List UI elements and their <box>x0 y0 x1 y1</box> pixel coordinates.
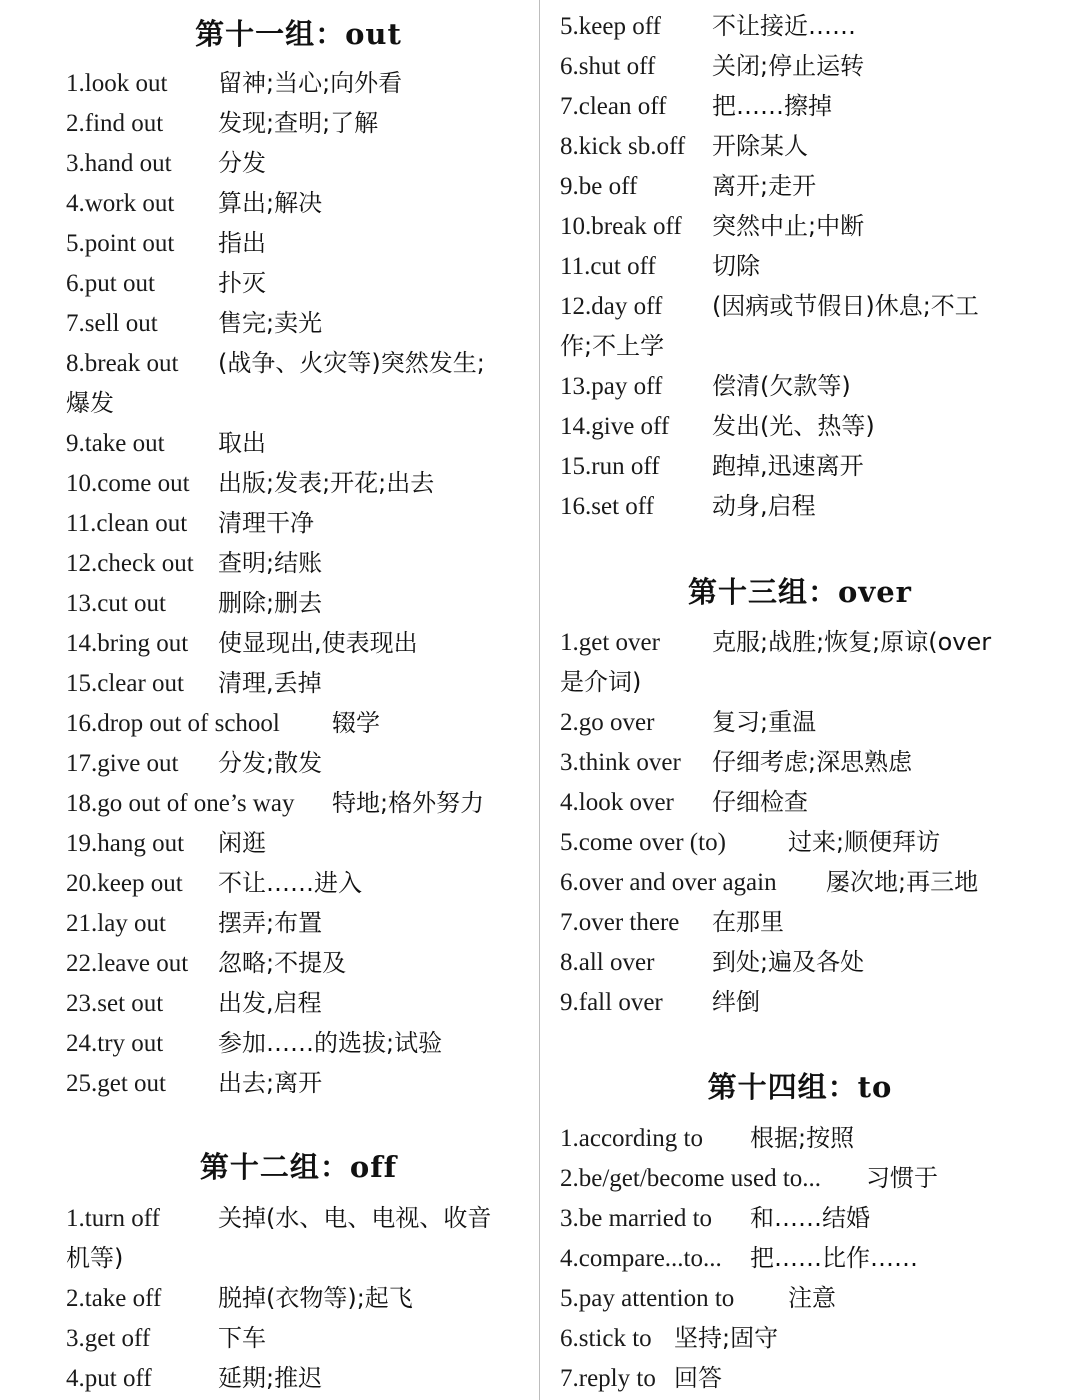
group11-heading <box>66 14 531 54</box>
phrase-english: 22.leave out <box>66 950 189 977</box>
phrase-meaning: 关掉(水、电、电视、收音 <box>218 1204 492 1232</box>
phrase-entry <box>66 1358 531 1399</box>
phrase-entry <box>66 983 531 1024</box>
phrase-meaning: 到处;遍及各处 <box>712 948 865 976</box>
phrase-english: 6.shut off <box>560 53 656 80</box>
phrase-entry <box>66 543 531 584</box>
phrase-entry <box>66 1318 531 1359</box>
phrase-meaning-continued: 爆发 <box>66 389 114 417</box>
phrase-meaning: 下车 <box>218 1324 266 1352</box>
phrase-entry <box>560 206 1040 247</box>
phrase-entry <box>560 6 1040 47</box>
phrase-entry <box>66 1278 531 1319</box>
phrase-meaning: 开除某人 <box>712 132 808 160</box>
phrase-english: 7.over there <box>560 909 680 936</box>
phrase-english: 25.get out <box>66 1070 166 1097</box>
phrase-meaning: 回答 <box>674 1364 722 1392</box>
group-title: 第十四组： <box>707 1070 858 1104</box>
phrase-meaning: 发出(光、热等) <box>712 412 875 440</box>
phrase-entry <box>560 86 1040 127</box>
phrase-meaning: 过来;顺便拜访 <box>788 828 941 856</box>
group-title: 第十三组： <box>688 575 839 609</box>
phrase-entry <box>66 703 531 744</box>
phrase-entry <box>66 1063 531 1104</box>
phrase-english: 8.break out <box>66 350 179 377</box>
phrase-english: 19.hang out <box>66 830 185 857</box>
phrase-english: 6.put out <box>66 270 155 297</box>
phrase-entry <box>66 63 531 104</box>
phrase-entry <box>560 1158 1040 1199</box>
phrase-entry <box>560 902 1040 943</box>
phrase-meaning: 屡次地;再三地 <box>826 868 979 896</box>
group12-heading <box>66 1147 531 1187</box>
phrase-english: 24.try out <box>66 1030 164 1057</box>
phrase-entry <box>66 263 531 304</box>
phrase-entry <box>560 1238 1040 1279</box>
phrase-english: 11.clean out <box>66 510 188 537</box>
phrase-english: 2.go over <box>560 709 655 736</box>
phrase-entry <box>66 463 531 504</box>
phrase-entry <box>560 942 1040 983</box>
phrase-meaning: 不让接近…… <box>712 12 856 40</box>
phrase-meaning: 关闭;停止运转 <box>712 52 865 80</box>
phrase-english: 3.hand out <box>66 150 172 177</box>
phrase-meaning-continued: 作;不上学 <box>560 332 665 360</box>
phrase-meaning: 闲逛 <box>218 829 266 857</box>
phrase-meaning: 不让……进入 <box>218 869 362 897</box>
phrase-meaning: 扑灭 <box>218 269 266 297</box>
phrase-english: 21.lay out <box>66 910 166 937</box>
phrase-english: 8.kick sb.off <box>560 133 686 160</box>
phrase-entry <box>560 782 1040 823</box>
group-title-word: off <box>349 1150 398 1184</box>
phrase-meaning: 出去;离开 <box>218 1069 323 1097</box>
phrase-meaning-continued: 机等) <box>66 1244 124 1272</box>
phrase-meaning: (战争、火灾等)突然发生; <box>218 349 485 377</box>
phrase-english: 8.all over <box>560 949 655 976</box>
phrase-entry <box>66 743 531 784</box>
phrase-meaning: 切除 <box>712 252 760 280</box>
phrase-meaning: 动身,启程 <box>712 492 816 520</box>
phrase-meaning: 偿清(欠款等) <box>712 372 851 400</box>
phrase-meaning: 分发 <box>218 149 266 177</box>
phrase-entry <box>560 446 1040 487</box>
phrase-entry <box>66 623 531 664</box>
phrase-entry <box>560 366 1040 407</box>
phrase-english: 7.reply to <box>560 1365 656 1392</box>
phrase-meaning: 离开;走开 <box>712 172 817 200</box>
phrase-meaning: 参加……的选拔;试验 <box>218 1029 443 1057</box>
phrase-meaning: 习惯于 <box>866 1164 938 1192</box>
phrase-meaning: 注意 <box>788 1284 836 1312</box>
phrase-entry <box>560 702 1040 743</box>
phrase-entry <box>66 863 531 904</box>
phrase-entry <box>560 1278 1040 1319</box>
phrase-entry <box>66 1023 531 1064</box>
phrase-meaning: 根据;按照 <box>750 1124 855 1152</box>
phrase-english: 3.get off <box>66 1325 151 1352</box>
phrase-entry <box>66 663 531 704</box>
phrase-english: 16.drop out of school <box>66 710 280 737</box>
phrase-entry <box>66 343 531 417</box>
phrase-meaning: 克服;战胜;恢复;原谅(over <box>712 628 992 656</box>
phrase-entry <box>560 486 1040 527</box>
group-title: 第十二组： <box>199 1150 350 1184</box>
phrase-english: 5.point out <box>66 230 175 257</box>
phrase-english: 9.fall over <box>560 989 663 1016</box>
phrase-english: 4.put off <box>66 1365 152 1392</box>
group-title-word: to <box>857 1070 893 1104</box>
phrase-meaning: 出发,启程 <box>218 989 322 1017</box>
phrase-english: 13.cut out <box>66 590 166 617</box>
phrase-entry <box>66 783 531 824</box>
phrase-entry <box>66 303 531 344</box>
phrase-entry <box>560 406 1040 447</box>
phrase-meaning: 辍学 <box>332 709 380 737</box>
phrase-meaning: 脱掉(衣物等);起飞 <box>218 1284 413 1312</box>
phrase-english: 11.cut off <box>560 253 656 280</box>
phrase-english: 1.look out <box>66 70 168 97</box>
phrase-meaning: 坚持;固守 <box>674 1324 779 1352</box>
phrase-english: 9.be off <box>560 173 638 200</box>
phrase-english: 5.pay attention to <box>560 1285 735 1312</box>
phrase-meaning: 查明;结账 <box>218 549 323 577</box>
phrase-english: 4.look over <box>560 789 674 816</box>
phrase-entry <box>560 1318 1040 1359</box>
phrase-entry <box>66 183 531 224</box>
phrase-entry <box>560 286 1040 360</box>
phrase-english: 15.run off <box>560 453 660 480</box>
phrase-meaning: 复习;重温 <box>712 708 817 736</box>
phrase-entry <box>66 1198 531 1272</box>
phrase-meaning: 取出 <box>218 429 266 457</box>
phrase-english: 12.day off <box>560 293 663 320</box>
phrase-english: 4.compare...to... <box>560 1245 722 1272</box>
phrase-meaning: 特地;格外努力 <box>332 789 485 817</box>
phrase-english: 16.set off <box>560 493 654 520</box>
phrase-english: 18.go out of one’s way <box>66 790 295 817</box>
phrase-english: 1.turn off <box>66 1205 160 1232</box>
phrase-english: 23.set out <box>66 990 164 1017</box>
phrase-meaning: 突然中止;中断 <box>712 212 865 240</box>
phrase-meaning: 出版;发表;开花;出去 <box>218 469 435 497</box>
phrase-meaning: 指出 <box>218 229 266 257</box>
phrase-meaning-continued: 是介词) <box>560 668 642 696</box>
phrase-english: 14.give off <box>560 413 670 440</box>
phrase-english: 2.be/get/become used to... <box>560 1165 822 1192</box>
phrase-meaning: 和……结婚 <box>750 1204 870 1232</box>
phrase-entry <box>66 903 531 944</box>
phrase-entry <box>560 622 1040 696</box>
phrase-english: 1.get over <box>560 629 660 656</box>
phrase-meaning: (因病或节假日)休息;不工 <box>712 292 979 320</box>
phrase-english: 12.check out <box>66 550 194 577</box>
phrase-entry <box>560 742 1040 783</box>
phrase-entry <box>66 143 531 184</box>
phrase-entry <box>66 423 531 464</box>
phrase-entry <box>66 103 531 144</box>
phrase-english: 2.take off <box>66 1285 162 1312</box>
phrase-entry <box>560 166 1040 207</box>
phrase-meaning: 删除;删去 <box>218 589 323 617</box>
phrase-meaning: 清理干净 <box>218 509 314 537</box>
group-title-word: out <box>345 17 402 51</box>
column-divider <box>539 0 540 1400</box>
phrase-meaning: 仔细检查 <box>712 788 808 816</box>
phrase-entry <box>66 583 531 624</box>
phrase-entry <box>560 126 1040 167</box>
phrase-entry <box>560 246 1040 287</box>
phrase-english: 13.pay off <box>560 373 663 400</box>
phrase-meaning: 绊倒 <box>712 988 760 1016</box>
phrase-meaning: 算出;解决 <box>218 189 323 217</box>
phrase-entry <box>560 862 1040 903</box>
phrase-english: 5.keep off <box>560 13 661 40</box>
phrase-meaning: 留神;当心;向外看 <box>218 69 403 97</box>
group14-heading <box>560 1067 1040 1107</box>
group13-heading <box>560 572 1040 612</box>
phrase-english: 7.clean off <box>560 93 667 120</box>
phrase-entry <box>560 1118 1040 1159</box>
phrase-english: 3.think over <box>560 749 681 776</box>
phrase-meaning: 延期;推迟 <box>218 1364 323 1392</box>
phrase-entry <box>66 503 531 544</box>
phrase-entry <box>560 822 1040 863</box>
phrase-entry <box>560 1198 1040 1239</box>
phrase-entry <box>560 1358 1040 1399</box>
phrase-english: 3.be married to <box>560 1205 713 1232</box>
phrase-meaning: 清理,丢掉 <box>218 669 322 697</box>
phrase-english: 9.take out <box>66 430 165 457</box>
phrase-entry <box>66 943 531 984</box>
phrase-english: 5.come over (to) <box>560 829 726 856</box>
phrase-english: 6.stick to <box>560 1325 652 1352</box>
phrase-meaning: 跑掉,迅速离开 <box>712 452 864 480</box>
phrase-meaning: 仔细考虑;深思熟虑 <box>712 748 913 776</box>
phrase-english: 6.over and over again <box>560 869 777 896</box>
phrase-entry <box>560 982 1040 1023</box>
phrase-english: 17.give out <box>66 750 179 777</box>
phrase-meaning: 摆弄;布置 <box>218 909 323 937</box>
phrase-meaning: 在那里 <box>712 908 784 936</box>
phrase-meaning: 把……擦掉 <box>712 92 832 120</box>
phrase-entry <box>66 823 531 864</box>
phrase-english: 7.sell out <box>66 310 158 337</box>
phrase-meaning: 忽略;不提及 <box>218 949 347 977</box>
group-title: 第十一组： <box>195 17 346 51</box>
phrase-meaning: 使显现出,使表现出 <box>218 629 418 657</box>
phrase-english: 10.break off <box>560 213 682 240</box>
phrase-english: 10.come out <box>66 470 190 497</box>
phrase-english: 1.according to <box>560 1125 704 1152</box>
phrase-entry <box>560 46 1040 87</box>
phrase-meaning: 分发;散发 <box>218 749 323 777</box>
phrase-english: 4.work out <box>66 190 175 217</box>
phrase-entry <box>66 223 531 264</box>
phrase-english: 20.keep out <box>66 870 183 897</box>
phrase-english: 2.find out <box>66 110 164 137</box>
phrase-meaning: 发现;查明;了解 <box>218 109 379 137</box>
group-title-word: over <box>838 575 912 609</box>
phrase-meaning: 售完;卖光 <box>218 309 323 337</box>
phrase-meaning: 把……比作…… <box>750 1244 918 1272</box>
phrase-english: 15.clear out <box>66 670 185 697</box>
phrase-english: 14.bring out <box>66 630 189 657</box>
